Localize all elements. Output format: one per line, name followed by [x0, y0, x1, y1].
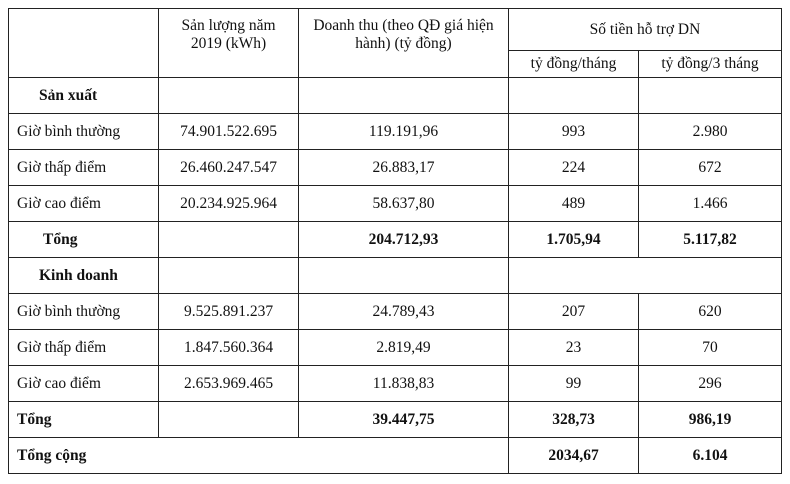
row-month: 23 [509, 330, 639, 366]
total-row-business [9, 402, 782, 438]
total-month: 328,73 [509, 402, 639, 438]
table-row [9, 294, 782, 330]
row-label: Giờ bình thường [9, 114, 159, 150]
row-revenue: 2.819,49 [299, 330, 509, 366]
electricity-support-table [8, 8, 782, 474]
row-3month: 70 [639, 330, 782, 366]
row-revenue: 11.838,83 [299, 366, 509, 402]
row-revenue: 26.883,17 [299, 150, 509, 186]
grand-total-month: 2034,67 [509, 438, 639, 474]
row-3month: 1.466 [639, 186, 782, 222]
row-label: Giờ cao điểm [9, 186, 159, 222]
row-month: 489 [509, 186, 639, 222]
grand-total-label: Tổng cộng [9, 438, 509, 474]
row-revenue: 119.191,96 [299, 114, 509, 150]
total-row-production [9, 222, 782, 258]
row-output: 20.234.925.964 [159, 186, 299, 222]
row-month: 224 [509, 150, 639, 186]
row-month: 99 [509, 366, 639, 402]
row-output: 74.901.522.695 [159, 114, 299, 150]
grand-total-3month: 6.104 [639, 438, 782, 474]
row-label: Giờ bình thường [9, 294, 159, 330]
row-3month: 620 [639, 294, 782, 330]
total-label: Tổng [9, 402, 159, 438]
total-month: 1.705,94 [509, 222, 639, 258]
header-row [9, 9, 782, 51]
row-revenue: 24.789,43 [299, 294, 509, 330]
row-label: Giờ thấp điểm [9, 150, 159, 186]
section-title-production: Sản xuất [9, 78, 159, 114]
row-3month: 2.980 [639, 114, 782, 150]
row-3month: 672 [639, 150, 782, 186]
row-label: Giờ cao điểm [9, 366, 159, 402]
total-revenue: 39.447,75 [299, 402, 509, 438]
support-table-container [8, 8, 782, 474]
row-revenue: 58.637,80 [299, 186, 509, 222]
row-3month: 296 [639, 366, 782, 402]
total-3month: 5.117,82 [639, 222, 782, 258]
header-output: Sản lượng năm 2019 (kWh) [159, 9, 299, 78]
table-row [9, 186, 782, 222]
section-title-business: Kinh doanh [9, 258, 159, 294]
row-label: Giờ thấp điểm [9, 330, 159, 366]
header-revenue: Doanh thu (theo QĐ giá hiện hành) (tỷ đồng) [299, 9, 509, 78]
section-row-business [9, 258, 782, 294]
table-row [9, 114, 782, 150]
row-output: 2.653.969.465 [159, 366, 299, 402]
section-row-production [9, 78, 782, 114]
total-revenue: 204.712,93 [299, 222, 509, 258]
total-3month: 986,19 [639, 402, 782, 438]
total-label: Tổng [9, 222, 159, 258]
row-month: 993 [509, 114, 639, 150]
header-support: Số tiền hỗ trợ DN [509, 9, 782, 51]
row-output: 9.525.891.237 [159, 294, 299, 330]
row-output: 26.460.247.547 [159, 150, 299, 186]
table-row [9, 366, 782, 402]
row-output: 1.847.560.364 [159, 330, 299, 366]
grand-total-row [9, 438, 782, 474]
table-row [9, 150, 782, 186]
table-row [9, 330, 782, 366]
row-month: 207 [509, 294, 639, 330]
subheader-month: tỷ đồng/tháng [509, 51, 639, 78]
header-label-cell [9, 9, 159, 78]
subheader-3month: tỷ đồng/3 tháng [639, 51, 782, 78]
